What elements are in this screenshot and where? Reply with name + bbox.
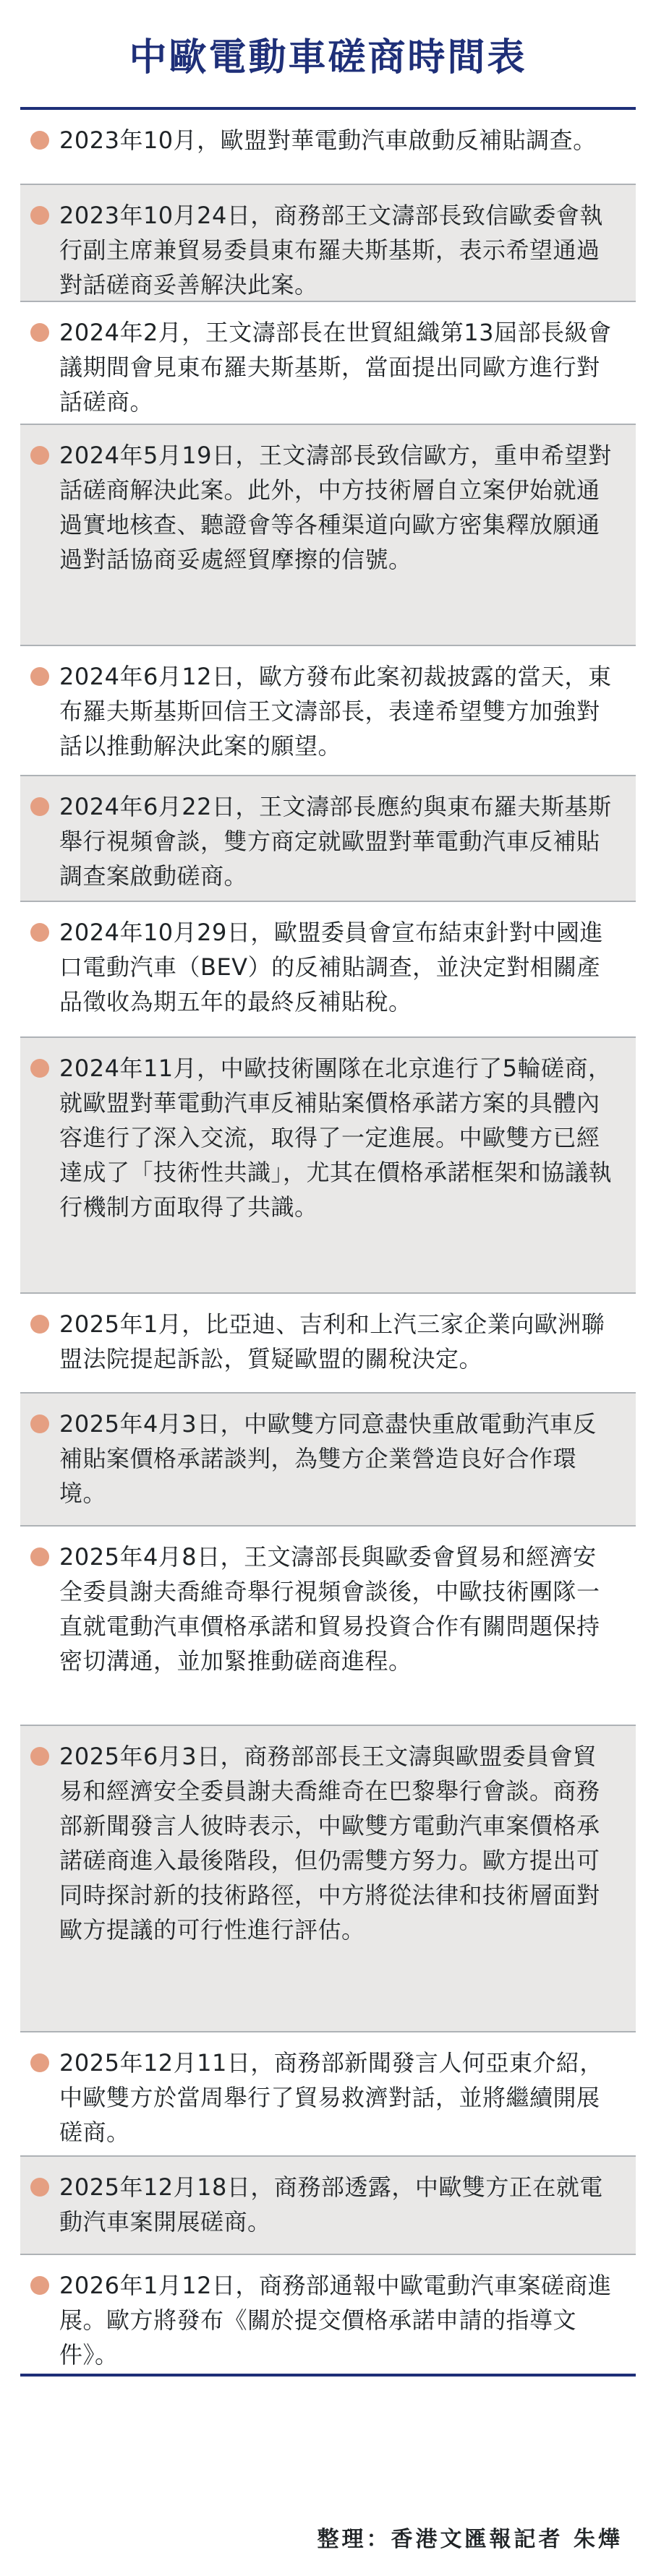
bullet-dot-icon [30, 1547, 49, 1566]
bullet-dot-icon [30, 131, 49, 150]
timeline-entry [20, 185, 636, 302]
entry-text: 2024年6月12日，歐方發布此案初裁披露的當天，東布羅夫斯基斯回信王文濤部長，表達希望雙方加強對話以推動解決此案的願望。 [59, 663, 612, 760]
entry-text: 2025年6月3日，商務部部長王文濤與歐盟委員會貿易和經濟安全委員謝夫喬維奇在巴黎舉行會談。商務部新聞發言人彼時表示，中歐雙方電動汽車案價格承諾磋商進入最後階段，但仍需雙方努力。歐方提出可同時探討新的技術路徑，中方將從法律和技術層面對歐方提議的可行性進行評估。 [59, 1743, 600, 1944]
timeline-entry [20, 1527, 636, 1726]
timeline-entry [20, 2255, 636, 2369]
timeline-entry [20, 425, 636, 646]
entry-text: 2025年12月18日，商務部透露，中歐雙方正在就電動汽車案開展磋商。 [59, 2173, 603, 2236]
entry-text: 2024年5月19日，王文濤部長致信歐方，重申希望對話磋商解決此案。此外，中方技術層自立案伊始就通過實地核查、聽證會等各種渠道向歐方密集釋放願通過對話協商妥處經貿摩擦的信號。 [59, 442, 612, 573]
timeline-entry [20, 1394, 636, 1527]
timeline-entry [20, 902, 636, 1038]
entry-text: 2024年2月，王文濤部長在世貿組織第13屆部長級會議期間會見東布羅夫斯基斯，當面提出同歐方進行對話磋商。 [59, 319, 612, 416]
timeline-entry [20, 302, 636, 425]
timeline-entry [20, 646, 636, 776]
timeline-entry [20, 1294, 636, 1394]
entry-text: 2025年12月11日，商務部新聞發言人何亞東介紹，中歐雙方於當周舉行了貿易救濟對話，並將繼續開展磋商。 [59, 2049, 603, 2146]
bullet-dot-icon [30, 206, 49, 225]
entry-text: 2025年1月，比亞迪、吉利和上汽三家企業向歐洲聯盟法院提起訴訟，質疑歐盟的關稅決定。 [59, 1310, 605, 1373]
bottom-divider [20, 2374, 636, 2377]
bullet-dot-icon [30, 2178, 49, 2197]
bullet-dot-icon [30, 1414, 49, 1433]
byline: 整理：香港文匯報記者 朱燁 [317, 2527, 623, 2552]
bullet-dot-icon [30, 1059, 49, 1078]
bullet-dot-icon [30, 446, 49, 465]
entry-text: 2026年1月12日，商務部通報中歐電動汽車案磋商進展。歐方將發布《關於提交價格承諾申請的指導文件》。 [59, 2272, 612, 2369]
entry-text: 2023年10月，歐盟對華電動汽車啟動反補貼調查。 [59, 126, 597, 154]
timeline-list [20, 110, 636, 2369]
entry-text: 2025年4月3日，中歐雙方同意盡快重啟電動汽車反補貼案價格承諾談判，為雙方企業營造良好合作環境。 [59, 1410, 597, 1507]
bullet-dot-icon [30, 797, 49, 816]
page-title: 中歐電動車磋商時間表 [129, 35, 527, 80]
timeline-entry [20, 1038, 636, 1294]
timeline-entry [20, 110, 636, 185]
bullet-dot-icon [30, 323, 49, 342]
bullet-dot-icon [30, 1315, 49, 1334]
timeline-entry [20, 776, 636, 902]
timeline-entry [20, 2032, 636, 2157]
entry-text: 2023年10月24日，商務部王文濤部長致信歐委會執行副主席兼貿易委員東布羅夫斯基斯，表示希望通過對話磋商妥善解決此案。 [59, 202, 603, 299]
entry-text: 2024年10月29日，歐盟委員會宣布結束針對中國進口電動汽車（BEV）的反補貼調查，並決定對相關產品徵收為期五年的最終反補貼稅。 [59, 919, 603, 1016]
bullet-dot-icon [30, 2053, 49, 2072]
entry-text: 2024年6月22日，王文濤部長應約與東布羅夫斯基斯舉行視頻會談，雙方商定就歐盟對華電動汽車反補貼調查案啟動磋商。 [59, 793, 612, 890]
entry-text: 2025年4月8日，王文濤部長與歐委會貿易和經濟安全委員謝夫喬維奇舉行視頻會談後，中歐技術團隊一直就電動汽車價格承諾和貿易投資合作有關問題保持密切溝通，並加緊推動磋商進程。 [59, 1543, 600, 1675]
timeline-entry [20, 1726, 636, 2032]
entry-text: 2024年11月，中歐技術團隊在北京進行了5輪磋商，就歐盟對華電動汽車反補貼案價格承諾方案的具體內容進行了深入交流，取得了一定進展。中歐雙方已經達成了「技術性共識」，尤其在價格承諾框架和協議執行機制方面取得了共識。 [59, 1055, 613, 1221]
timeline-entry [20, 2157, 636, 2255]
bullet-dot-icon [30, 667, 49, 686]
bullet-dot-icon [30, 923, 49, 942]
bullet-dot-icon [30, 1747, 49, 1766]
bullet-dot-icon [30, 2276, 49, 2295]
